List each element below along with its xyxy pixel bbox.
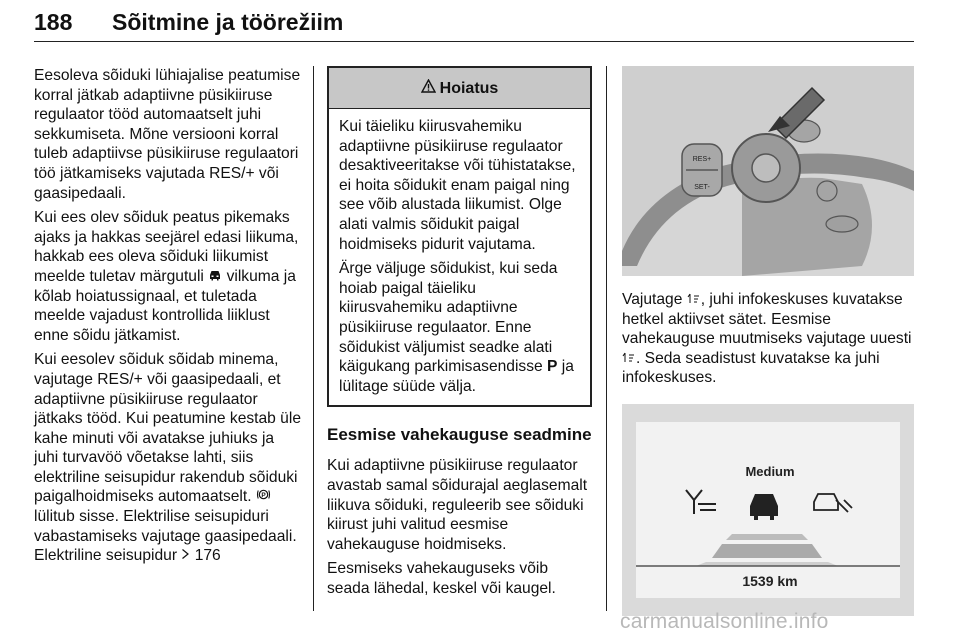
res-button-label: RES+ [692,156,712,163]
warning-triangle-icon [421,68,436,110]
warning-paragraph-2-text-b: ja lülitage süüde välja. [339,358,574,395]
text-column-3 [622,66,914,630]
gap-setting-icon [622,349,636,369]
paragraph-2-text-b: vilkuma ja kõlab hoiatussignaal, et tuletada meelde vajadust kontrollida liiklust enne sõidu jätkamist. [34,267,296,344]
warning-title: Hoiatus [439,80,499,97]
warning-body [329,109,590,405]
odometer-distance: 1539 km [742,572,798,589]
warning-paragraph-2-text-a: Ärge väljuge sõidukist, kui seda hoiab paigal täieliku kiirusvahemiku adaptiivne püsikiiruse regulaator. Enne sõidukist väljumist seadke alati käigukang parkimisasendisse [339,260,558,376]
section-title: Eesmise vahekauguse seadmine [327,425,592,445]
paragraph-3-text-b: lülitub sisse. Elektrilise seisupiduri vabastamiseks vajutage gaasipedaali. Elektriline seisupidur [34,508,297,565]
warning-paragraph-2 [339,259,580,396]
watermark-text: carmanualsonline.info [620,610,829,633]
gap-text-c: . Seda seadistust kuvatakse ka juhi infokeskuses. [622,349,880,387]
section-paragraph-2: Eesmiseks vahekauguseks võib seada lähedal, keskel või kaugel. [327,560,556,597]
parking-brake-icon [256,487,271,507]
svg-text:P: P [261,492,266,500]
gap-setting-label: Medium [745,463,795,479]
page-number: 188 [34,9,73,35]
warning-header [329,68,590,109]
steering-wheel-figure [622,66,914,276]
set-button-label: SET- [694,184,710,191]
paragraph-2 [34,208,302,345]
gap-instruction-paragraph [622,290,914,388]
warning-paragraph-1: Kui täieliku kiirusvahemiku adaptiivne püsikiiruse regulaator desaktiveeritakse või tühistatakse, ei hoita sõidukit enam paigal ning see võib alustada liikumist. Olge alati valmis sõidukit paigal hoidmiseks pidurit vajutama. [339,118,576,253]
chapter-title: Sõitmine ja töörežiim [112,9,344,35]
paragraph-3-text-a: Kui eesolev sõiduk sõidab minema, vajutage RES/+ või gaasipedaali, et adaptiivne püsikiiruse regulaator jätkaks tööd. Kui peatumine kestab üle kahe minuti või avatakse juhiuks ja juhi turvavöö võetakse lahti, siis elektriline seisupidur rakendub sõiduki paigalhoidmiseks automaatselt. [34,351,301,506]
text-column-2 [327,66,592,603]
paragraph-1: Eesoleva sõiduki lühiajalise peatumise korral jätkab adaptiivne püsikiiruse regulaator tööd automaatselt juhi sekkumiseta. Mõne versiooni korral tuleb adaptiivse püsikiiruse regulaatori töö jätkamiseks vajutada RES/+ või gaasipedaali. [34,67,301,202]
column-divider-1 [313,66,314,611]
warning-box [327,66,592,407]
text-column-1 [34,66,302,571]
driver-info-display-figure [622,404,914,616]
header-rule [34,41,914,42]
paragraph-2-text-a: Kui ees olev sõiduk peatus pikemaks ajaks ja hakkas seejärel edasi liikuma, hakkab ees oleva sõiduki liikumist meelde tuletav märgutuli [34,209,299,285]
gap-text-b: , juhi infokeskuses kuvatakse hetkel aktiivset sätet. Eesmise vahekauguse muutmiseks vajutage uuesti [622,291,912,348]
gap-text-a: Vajutage [622,291,683,308]
page-reference-link[interactable]: 176 [194,547,221,565]
column-divider-2 [606,66,607,611]
paragraph-3 [34,350,302,566]
reference-arrow-icon [181,546,190,566]
page-header [34,5,914,45]
car-front-icon [208,267,222,287]
section-paragraph-1: Kui adaptiivne püsikiiruse regulaator avastab samal sõidurajal aeglasemalt liikuva sõiduki, reguleerib see sõiduki kiirust juhi valitud eesmise vahekauguse hoidmiseks. [327,457,588,553]
park-position-label: P [547,358,558,376]
gap-setting-icon [687,290,701,310]
